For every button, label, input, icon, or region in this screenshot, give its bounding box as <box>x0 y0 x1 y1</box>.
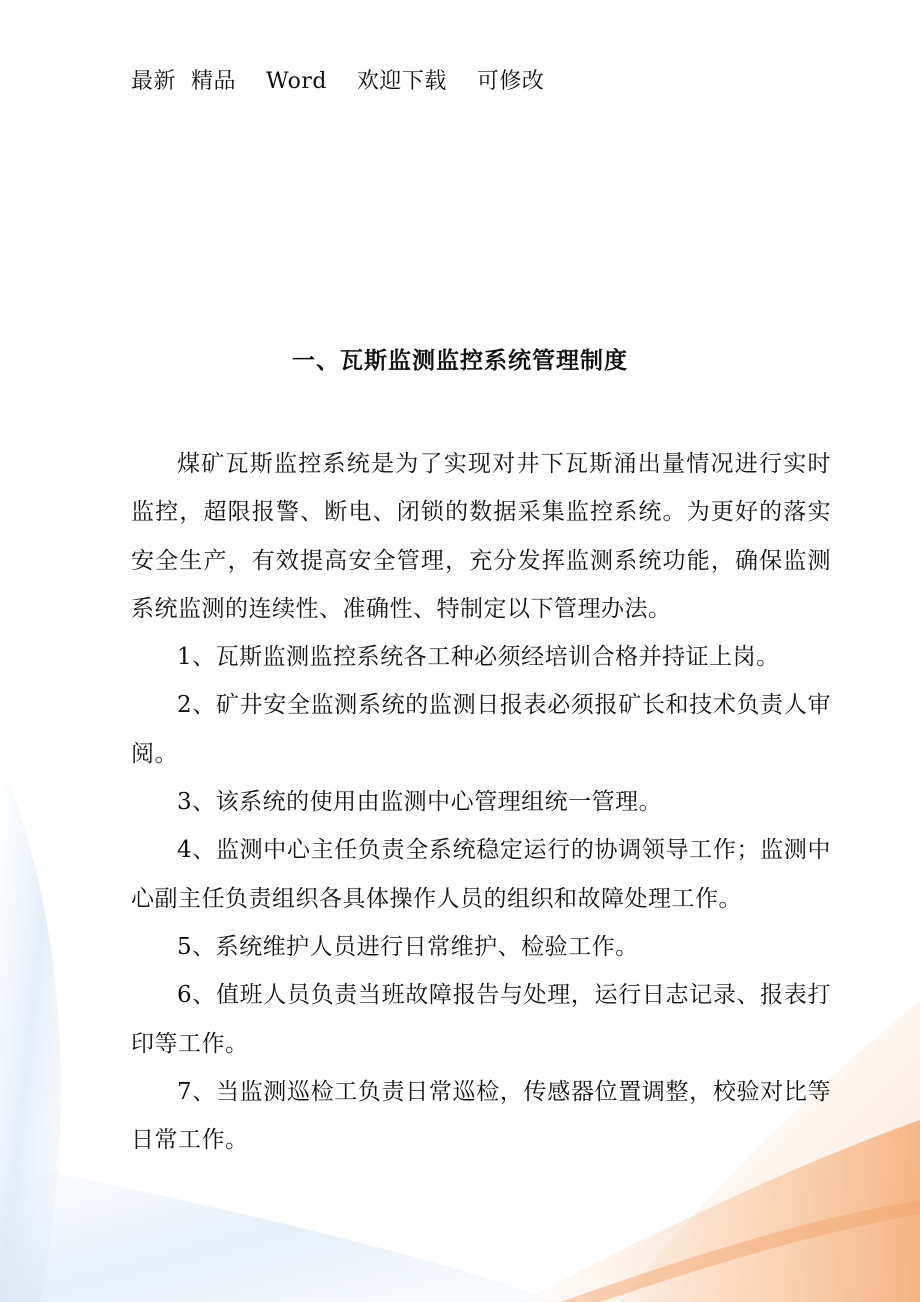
rule-2: 2、矿井安全监测系统的监测日报表必须报矿长和技术负责人审阅。 <box>131 692 831 767</box>
header-banner: 最新 精品 Word 欢迎下载 可修改 <box>131 69 545 94</box>
intro-paragraph: 煤矿瓦斯监控系统是为了实现对井下瓦斯涌出量情况进行实时监控，超限报警、断电、闭锁的数据采集监控系统。为更好的落实安全生产，有效提高安全管理，充分发挥监测系统功能，确保监测系统监测的连续性、准确性、特制定以下管理办法。 <box>131 451 831 622</box>
document-title: 一、瓦斯监测监控系统管理制度 <box>292 347 628 374</box>
rule-4: 4、监测中心主任负责全系统稳定运行的协调领导工作；监测中心副主任负责组织各具体操作人员的组织和故障处理工作。 <box>131 837 831 912</box>
document-body <box>131 440 831 1164</box>
rule-7: 7、当监测巡检工负责日常巡检，传感器位置调整，校验对比等日常工作。 <box>131 1078 831 1154</box>
rule-6: 6、值班人员负责当班故障报告与处理，运行日志记录、报表打印等工作。 <box>131 982 831 1057</box>
blue-wave-bottom <box>0 1160 560 1302</box>
rule-1: 1、瓦斯监测监控系统各工种必须经培训合格并持证上岗。 <box>177 644 780 671</box>
rule-5: 5、系统维护人员进行日常维护、检验工作。 <box>177 933 639 960</box>
rule-3: 3、该系统的使用由监测中心管理组统一管理。 <box>177 789 663 816</box>
